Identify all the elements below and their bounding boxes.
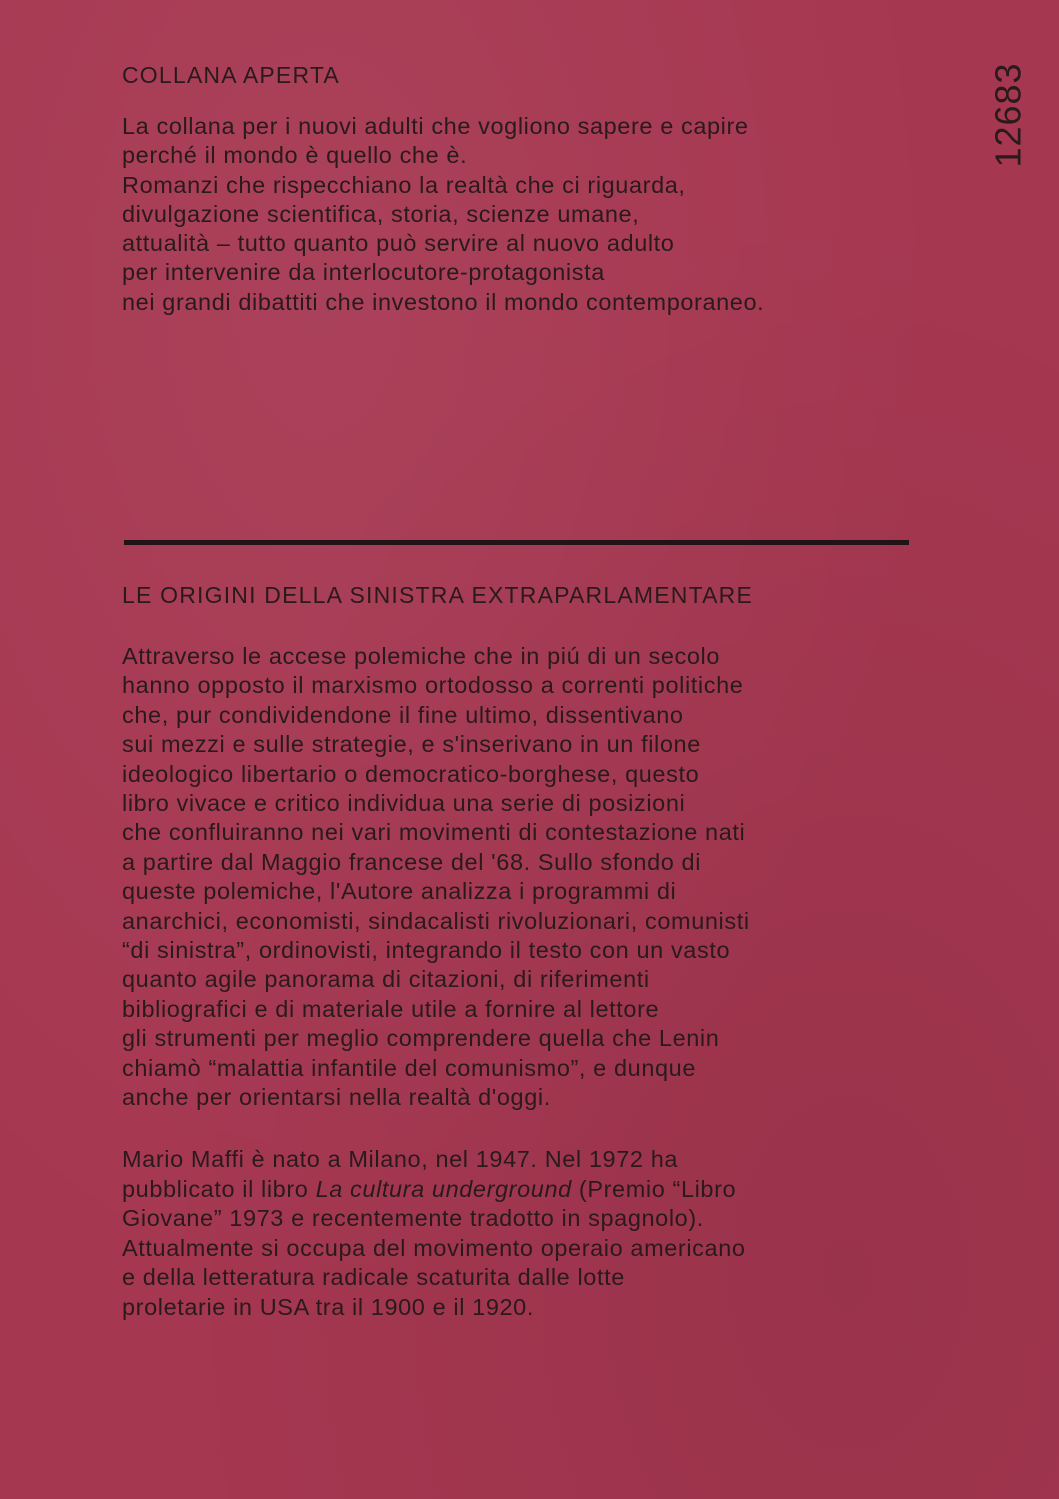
synopsis-line: queste polemiche, l'Autore analizza i programmi di — [122, 878, 677, 905]
synopsis-line: libro vivace e critico individua una serie di posizioni — [122, 790, 686, 817]
author-bio-line: Mario Maffi è nato a Milano, nel 1947. Nel 1972 ha — [122, 1146, 679, 1172]
synopsis-line: sui mezzi e sulle strategie, e s'inserivano in un filone — [122, 731, 701, 758]
synopsis-line: bibliografici e di materiale utile a fornire al lettore — [122, 995, 660, 1022]
synopsis-line: Attraverso le accese polemiche che in piú di un secolo — [122, 643, 721, 669]
synopsis-line: gli strumenti per meglio comprendere quella che Lenin — [122, 1025, 720, 1052]
series-description-line: perché il mondo è quello che è. — [122, 142, 468, 169]
author-bio-line: Giovane” 1973 e recentemente tradotto in spagnolo). — [122, 1205, 704, 1231]
synopsis-line: anche per orientarsi nella realtà d'oggi. — [122, 1084, 551, 1111]
author-bio-line: Attualmente si occupa del movimento operaio americano — [122, 1234, 746, 1261]
series-description-line: Romanzi che rispecchiano la realtà che ci riguarda, — [122, 171, 686, 198]
series-description-line: attualità – tutto quanto può servire al nuovo adulto — [122, 230, 675, 257]
author-bio-line — [122, 1175, 922, 1205]
author-bio — [122, 1145, 922, 1322]
author-bio-text: pubblicato il libro — [122, 1175, 316, 1202]
series-title: COLLANA APERTA — [122, 62, 340, 88]
series-description — [122, 112, 922, 317]
series-description-line: nei grandi dibattiti che investono il mondo contemporaneo. — [122, 288, 765, 315]
series-description-line: La collana per i nuovi adulti che vogliono sapere e capire — [122, 113, 749, 139]
synopsis-line: ideologico libertario o democratico-borghese, questo — [122, 760, 700, 787]
synopsis-line: a partire dal Maggio francese del '68. Sullo sfondo di — [122, 848, 702, 875]
section-divider — [124, 540, 909, 545]
synopsis-line: che confluiranno nei vari movimenti di contestazione nati — [122, 819, 746, 846]
synopsis-line: “di sinistra”, ordinovisti, integrando il testo con un vasto — [122, 937, 731, 964]
synopsis-line: chiamò “malattia infantile del comunismo”, e dunque — [122, 1054, 696, 1081]
book-title: LE ORIGINI DELLA SINISTRA EXTRAPARLAMENTARE — [122, 582, 754, 608]
series-description-line: divulgazione scientifica, storia, scienze umane, — [122, 200, 640, 227]
synopsis-line: quanto agile panorama di citazioni, di riferimenti — [122, 966, 650, 993]
series-description-line: per intervenire da interlocutore-protagonista — [122, 259, 605, 286]
book-reference-italic: La cultura underground — [315, 1175, 572, 1202]
synopsis-line: che, pur condividendone il fine ultimo, dissentivano — [122, 701, 684, 728]
book-synopsis — [122, 642, 922, 1113]
catalog-number-text: 12683 — [988, 62, 1030, 168]
synopsis-line: anarchici, economisti, sindacalisti rivoluzionari, comunisti — [122, 907, 750, 934]
author-bio-line: e della letteratura radicale scaturita dalle lotte — [122, 1264, 625, 1290]
catalog-number — [984, 60, 1034, 170]
author-bio-text: (Premio “Libro — [571, 1175, 737, 1202]
author-bio-line: proletarie in USA tra il 1900 e il 1920. — [122, 1293, 534, 1320]
synopsis-line: hanno opposto il marxismo ortodosso a correnti politiche — [122, 672, 744, 699]
